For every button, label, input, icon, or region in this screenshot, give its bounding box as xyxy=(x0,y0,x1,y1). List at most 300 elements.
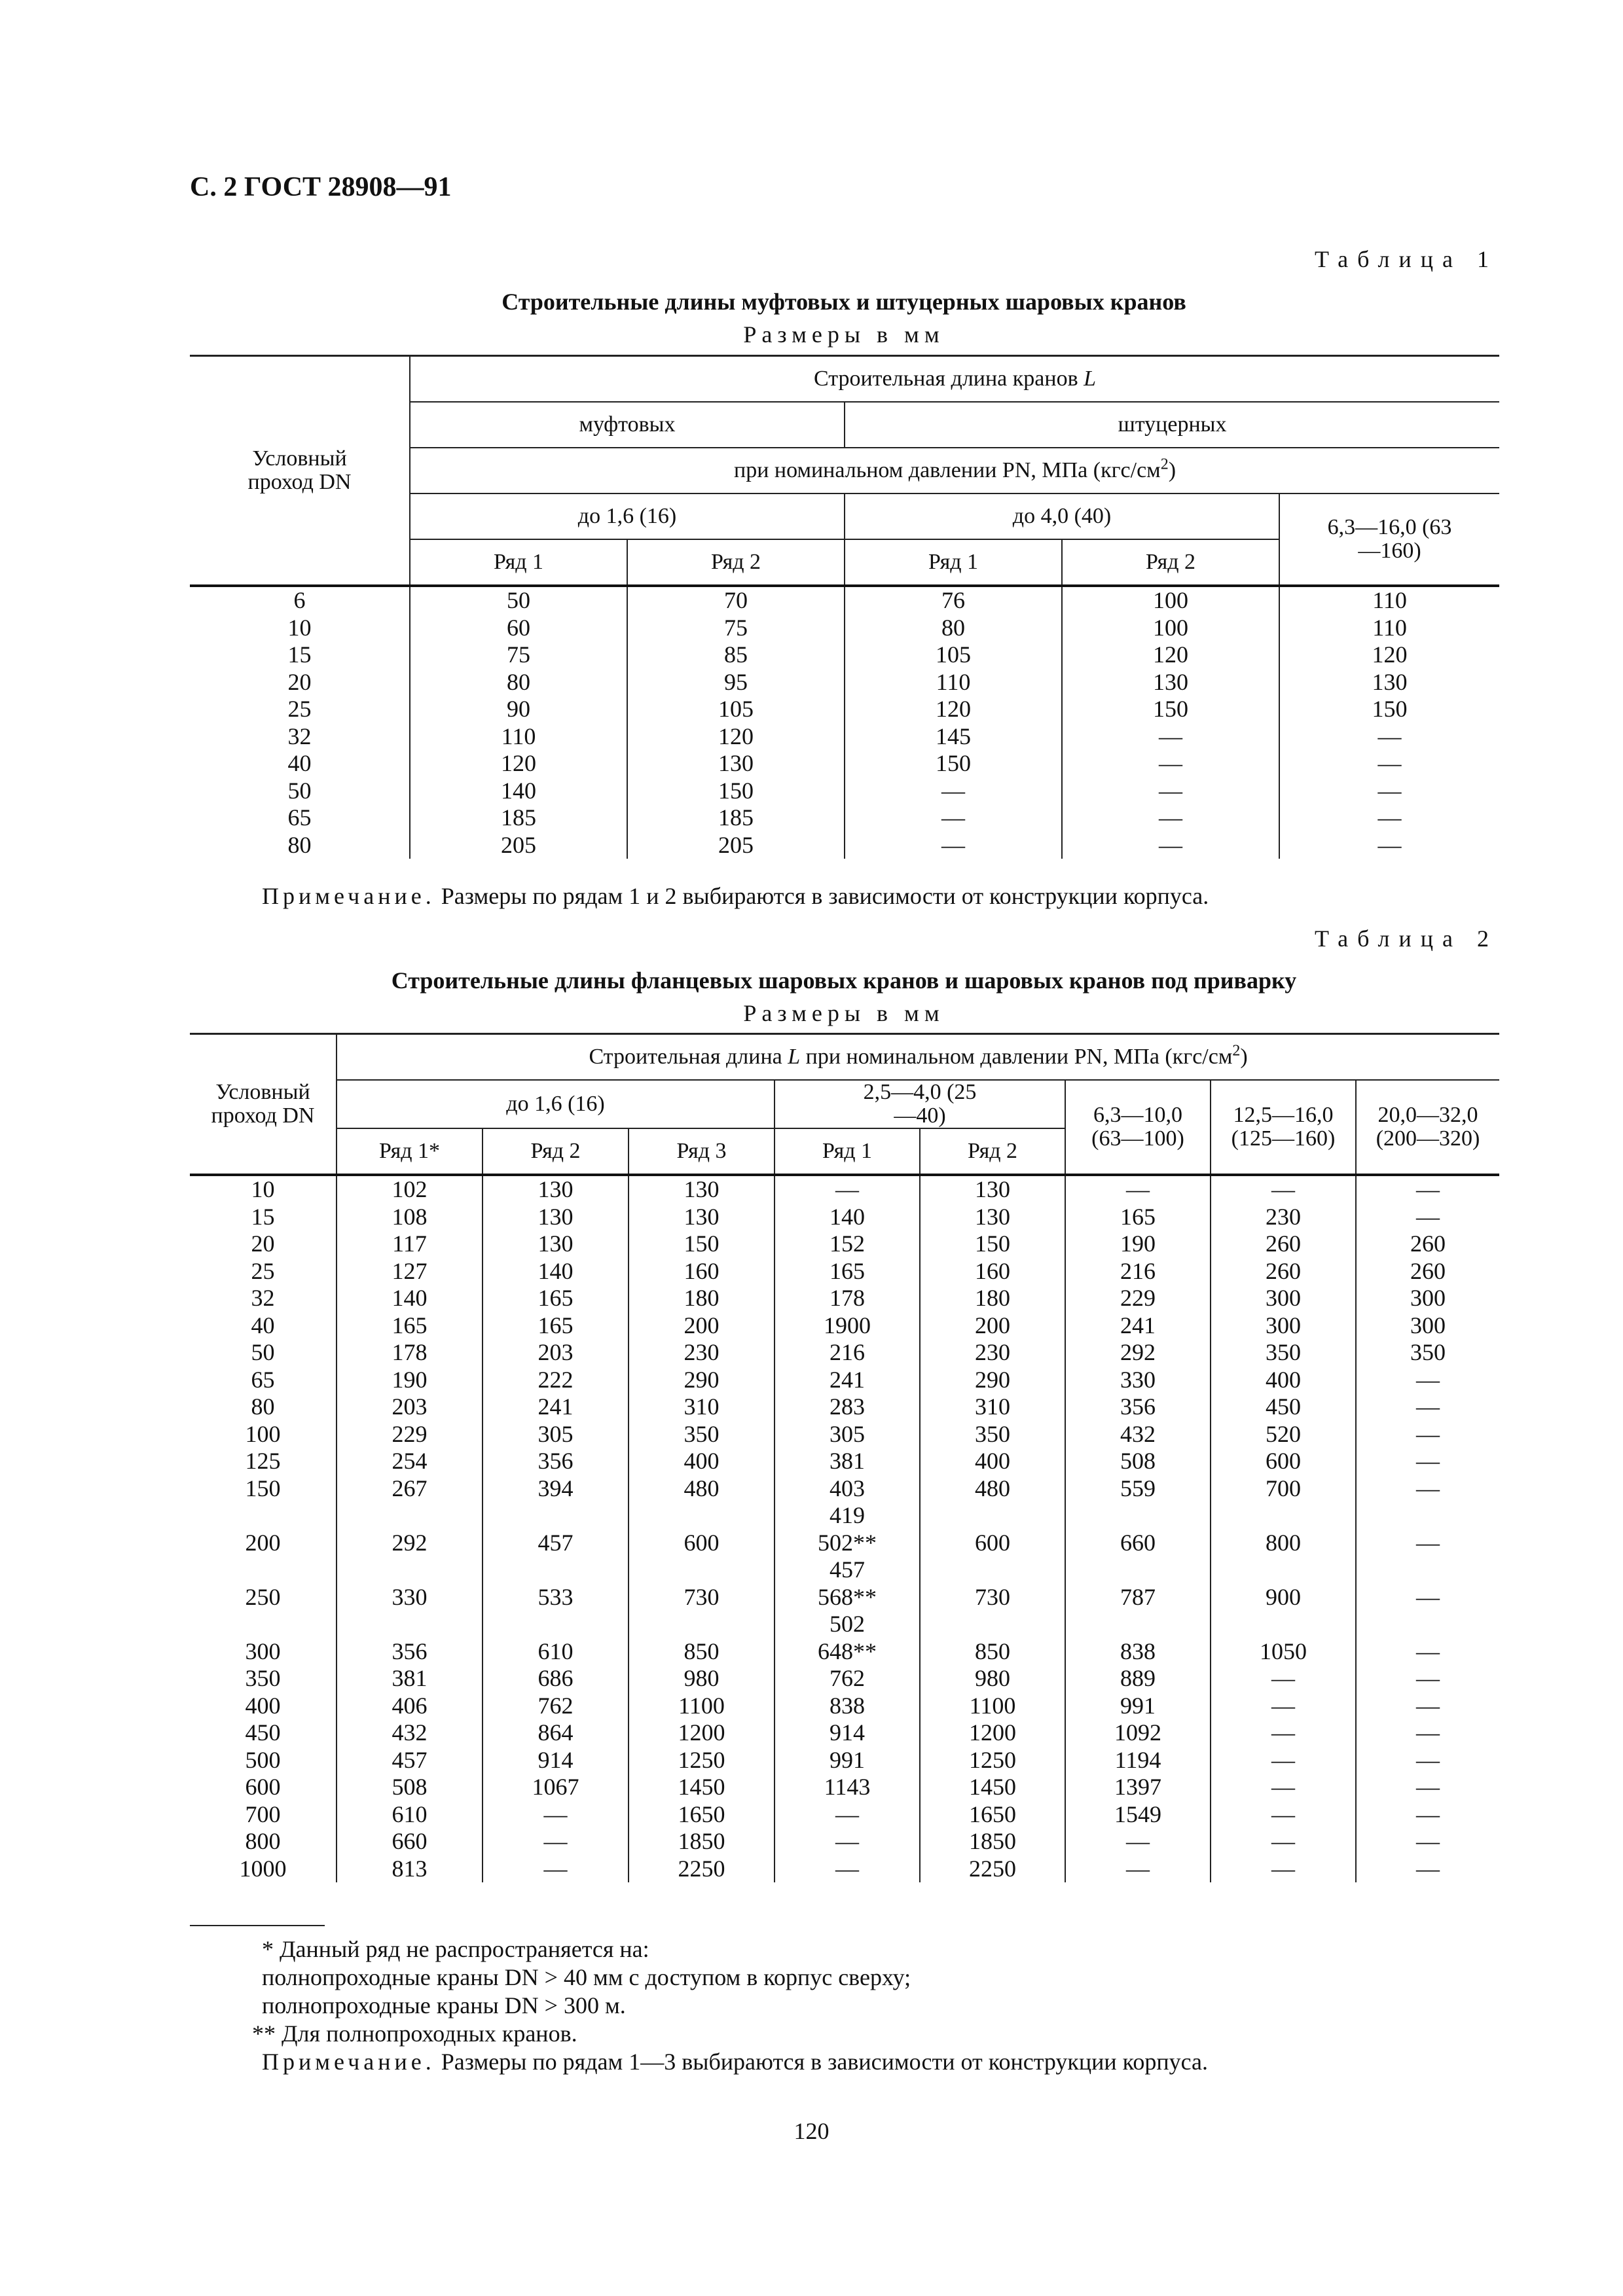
table2-cell: 165 xyxy=(1065,1204,1211,1231)
table1-row xyxy=(190,615,1499,642)
table2-cell: 432 xyxy=(337,1719,483,1747)
table2-cell xyxy=(629,1611,775,1638)
table2-cell: 222 xyxy=(483,1367,629,1394)
table2-row xyxy=(190,1611,1499,1638)
table1-cell: 105 xyxy=(845,641,1062,669)
table2-cell: — xyxy=(775,1175,920,1204)
table2-cell: 419 xyxy=(775,1502,920,1530)
table2-cell: 241 xyxy=(775,1367,920,1394)
table2-row xyxy=(190,1421,1499,1448)
table2-cell: 108 xyxy=(337,1204,483,1231)
table2-cell: 400 xyxy=(1211,1367,1356,1394)
table2-cell xyxy=(1065,1611,1211,1638)
table2-cell: 1067 xyxy=(483,1774,629,1801)
table1-cell: — xyxy=(1062,832,1279,859)
table2-cell: 127 xyxy=(337,1258,483,1285)
table2-cell: 290 xyxy=(920,1367,1065,1394)
table2-cell: 502** xyxy=(775,1530,920,1557)
table2-cell: — xyxy=(1065,1828,1211,1856)
table2-cell xyxy=(1065,1556,1211,1584)
table1-row xyxy=(190,832,1499,859)
table2-cell: — xyxy=(1356,1828,1499,1856)
table2-cell: — xyxy=(1211,1665,1356,1693)
table2-cell: 180 xyxy=(629,1285,775,1312)
table1-cell: 15 xyxy=(287,641,312,668)
table1-cell: 110 xyxy=(1279,586,1499,615)
table2-cell: 500 xyxy=(245,1746,281,1773)
table2-cell: 1850 xyxy=(629,1828,775,1856)
table1-cell: 90 xyxy=(410,696,627,723)
table1-cell: 20 xyxy=(287,668,312,695)
table1-cell: 25 xyxy=(287,696,312,722)
table1-cell: 140 xyxy=(410,778,627,805)
table2-cell: 140 xyxy=(337,1285,483,1312)
table2-cell: 40 xyxy=(251,1312,275,1338)
table2-cell: 250 xyxy=(245,1583,281,1610)
table1-cell: 150 xyxy=(845,750,1062,778)
table1-cell: 6 xyxy=(293,587,306,613)
table1-cell: 150 xyxy=(1062,696,1279,723)
table2-cell: — xyxy=(1356,1530,1499,1557)
table1-cell: 120 xyxy=(845,696,1062,723)
page-header: С. 2 ГОСТ 28908—91 xyxy=(190,172,452,202)
table2-cell: 356 xyxy=(483,1448,629,1475)
table1-caption: Таблица 1 xyxy=(1315,246,1498,272)
table2-cell xyxy=(483,1502,629,1530)
table2-cell: 65 xyxy=(251,1366,275,1393)
table2-row xyxy=(190,1175,1499,1204)
table2-cell: 300 xyxy=(1211,1285,1356,1312)
table2-cell: 229 xyxy=(337,1421,483,1448)
table2-cell: 200 xyxy=(629,1312,775,1340)
symbol-l: L xyxy=(1084,367,1097,391)
table2-cell: 290 xyxy=(629,1367,775,1394)
table2-cell: 310 xyxy=(920,1393,1065,1421)
table2-cell: 457 xyxy=(483,1530,629,1557)
table2-cell: — xyxy=(1065,1856,1211,1883)
table2-cell xyxy=(337,1611,483,1638)
table2-cell: — xyxy=(1356,1856,1499,1883)
t2-head-r3: Ряд 3 xyxy=(629,1128,775,1175)
t2-head-p2: 2,5—4,0 (25—40) xyxy=(775,1080,1065,1128)
table2-cell: 178 xyxy=(337,1339,483,1367)
table2-cell: 130 xyxy=(483,1204,629,1231)
table2-cell: — xyxy=(1211,1719,1356,1747)
table2-cell: 400 xyxy=(245,1692,281,1719)
t2-head-r2: Ряд 2 xyxy=(483,1128,629,1175)
table1-cell: 130 xyxy=(627,750,845,778)
t2-head-p1: до 1,6 (16) xyxy=(337,1080,775,1128)
table2-cell: 1850 xyxy=(920,1828,1065,1856)
table2-cell: — xyxy=(1211,1747,1356,1774)
table2-cell: 241 xyxy=(483,1393,629,1421)
table2-row xyxy=(190,1393,1499,1421)
table2-cell: 850 xyxy=(920,1638,1065,1666)
table2-cell: 20 xyxy=(251,1230,275,1257)
table2-cell: 700 xyxy=(1211,1475,1356,1503)
table2-cell: 813 xyxy=(337,1856,483,1883)
table1-cell: 32 xyxy=(287,723,312,749)
table1-cell: — xyxy=(1279,723,1499,751)
table2-cell: 305 xyxy=(775,1421,920,1448)
t1-head-p3: 6,3—16,0 (63—160) xyxy=(1279,493,1499,586)
table2-row xyxy=(190,1774,1499,1801)
table1-note-label: Примечание. xyxy=(262,883,435,909)
table1-cell: — xyxy=(1062,723,1279,751)
t1-head-p1: до 1,6 (16) xyxy=(410,493,845,539)
table2-cell: 648** xyxy=(775,1638,920,1666)
table2-cell: 457 xyxy=(775,1556,920,1584)
table1-cell: 100 xyxy=(1062,586,1279,615)
table2-cell: 450 xyxy=(245,1719,281,1746)
table1-cell: — xyxy=(1279,804,1499,832)
table1-cell: 110 xyxy=(1279,615,1499,642)
table2-cell: — xyxy=(1356,1448,1499,1475)
table2-cell: 400 xyxy=(920,1448,1065,1475)
table2-cell: 520 xyxy=(1211,1421,1356,1448)
table1-cell: — xyxy=(1279,832,1499,859)
table1-note xyxy=(262,882,1209,910)
table2-cell: — xyxy=(1356,1774,1499,1801)
table2-row xyxy=(190,1502,1499,1530)
table2-cell: 1100 xyxy=(920,1693,1065,1720)
table2-cell: 350 xyxy=(1356,1339,1499,1367)
table2-cell: — xyxy=(1356,1747,1499,1774)
table2-cell: 260 xyxy=(1356,1230,1499,1258)
table2-cell: 130 xyxy=(629,1204,775,1231)
table2-cell: 1250 xyxy=(629,1747,775,1774)
superscript: 2 xyxy=(1232,1042,1241,1060)
table1-units: Размеры в мм xyxy=(743,321,945,348)
table2-cell: 600 xyxy=(1211,1448,1356,1475)
table1-cell: 105 xyxy=(627,696,845,723)
table2-cell: 508 xyxy=(337,1774,483,1801)
table2-cell: 403 xyxy=(775,1475,920,1503)
table2-cell: 283 xyxy=(775,1393,920,1421)
table1-row xyxy=(190,723,1499,751)
footnote-2: ** Для полнопроходных кранов. xyxy=(252,2020,577,2047)
table2-cell: 292 xyxy=(1065,1339,1211,1367)
table1-cell: 70 xyxy=(627,586,845,615)
table1-cell: 130 xyxy=(1279,669,1499,696)
table1-cell: 100 xyxy=(1062,615,1279,642)
t2-head-length: Строительная длина L при номинальном давлении PN, МПа $(кгс/см^2)$ xyxy=(337,1034,1499,1081)
table2-cell: 838 xyxy=(775,1693,920,1720)
table2-row xyxy=(190,1584,1499,1611)
table2-cell: 356 xyxy=(1065,1393,1211,1421)
table2-cell: 230 xyxy=(1211,1204,1356,1231)
table2-cell: 216 xyxy=(1065,1258,1211,1285)
table1-cell: 50 xyxy=(410,586,627,615)
table1-cell: 40 xyxy=(287,750,312,776)
table1-row xyxy=(190,586,1499,615)
table1-cell: 76 xyxy=(845,586,1062,615)
table2-cell: 260 xyxy=(1211,1230,1356,1258)
table2-cell: 508 xyxy=(1065,1448,1211,1475)
table1-cell: 120 xyxy=(410,750,627,778)
table2-cell: 160 xyxy=(920,1258,1065,1285)
table2-cell: 165 xyxy=(483,1312,629,1340)
table2-cell: 300 xyxy=(1356,1285,1499,1312)
table2-cell: 10 xyxy=(251,1176,275,1202)
table2-cell: — xyxy=(1356,1204,1499,1231)
table2-cell: 130 xyxy=(629,1175,775,1204)
table2-cell: 480 xyxy=(920,1475,1065,1503)
table2-row xyxy=(190,1638,1499,1666)
table2-cell: — xyxy=(1065,1175,1211,1204)
table1-cell: 205 xyxy=(410,832,627,859)
table2-cell: — xyxy=(483,1828,629,1856)
table2-cell: 350 xyxy=(920,1421,1065,1448)
t2-head-p4: 12,5—16,0 (125—160) xyxy=(1211,1080,1356,1175)
table2-cell: 1650 xyxy=(920,1801,1065,1829)
table2-cell: 600 xyxy=(245,1774,281,1800)
table2-cell: 1100 xyxy=(629,1693,775,1720)
table2-cell xyxy=(920,1502,1065,1530)
table2-cell: 165 xyxy=(775,1258,920,1285)
table2-row xyxy=(190,1204,1499,1231)
table2-cell: — xyxy=(1356,1175,1499,1204)
table2-cell xyxy=(483,1556,629,1584)
t1-head-length: Строительная длина кранов L xyxy=(410,356,1499,403)
table2-units: Размеры в мм xyxy=(743,1000,945,1026)
table2-cell xyxy=(1356,1611,1499,1638)
table1-cell: 120 xyxy=(1279,641,1499,669)
table2-row xyxy=(190,1719,1499,1747)
table1-cell: 130 xyxy=(1062,669,1279,696)
table1-cell: 65 xyxy=(287,804,312,831)
table2-cell: 700 xyxy=(245,1801,281,1827)
table2-cell: 350 xyxy=(629,1421,775,1448)
table2-cell: 730 xyxy=(920,1584,1065,1611)
table2-cell: 180 xyxy=(920,1285,1065,1312)
table2-cell: 730 xyxy=(629,1584,775,1611)
t2-head-dn: Условный проход DN xyxy=(190,1034,337,1175)
table2-cell xyxy=(337,1502,483,1530)
table2-cell: 300 xyxy=(1211,1312,1356,1340)
table2-cell: 600 xyxy=(629,1530,775,1557)
table2-cell: 1450 xyxy=(629,1774,775,1801)
table2-cell: 980 xyxy=(629,1665,775,1693)
table2-cell xyxy=(1211,1611,1356,1638)
table1 xyxy=(190,355,1499,859)
table2-title: Строительные длины фланцевых шаровых кранов и шаровых кранов под приварку xyxy=(391,967,1297,994)
t2-head-p3: 6,3—10,0 (63—100) xyxy=(1065,1080,1211,1175)
table2-cell: 150 xyxy=(629,1230,775,1258)
table1-row xyxy=(190,669,1499,696)
table2-cell: — xyxy=(1211,1175,1356,1204)
table1-cell: 10 xyxy=(287,614,312,641)
table1-title: Строительные длины муфтовых и штуцерных шаровых кранов xyxy=(501,289,1186,315)
table1-cell: 185 xyxy=(627,804,845,832)
table2-cell: 660 xyxy=(337,1828,483,1856)
table2-cell: — xyxy=(1356,1584,1499,1611)
table2-cell: 130 xyxy=(920,1175,1065,1204)
table2-cell: 502 xyxy=(775,1611,920,1638)
table1-cell: 75 xyxy=(627,615,845,642)
table2-cell: — xyxy=(483,1801,629,1829)
table2-cell: 230 xyxy=(629,1339,775,1367)
table1-cell: — xyxy=(1279,750,1499,778)
table2-cell: 130 xyxy=(920,1204,1065,1231)
table2-cell: 864 xyxy=(483,1719,629,1747)
table2-cell: 140 xyxy=(775,1204,920,1231)
table2-cell: 80 xyxy=(251,1393,275,1420)
table2-row xyxy=(190,1258,1499,1285)
table1-row xyxy=(190,750,1499,778)
table2-row xyxy=(190,1828,1499,1856)
table1-cell: — xyxy=(1062,778,1279,805)
table2-cell: 610 xyxy=(483,1638,629,1666)
table2-cell: 230 xyxy=(920,1339,1065,1367)
table2-cell: — xyxy=(1356,1719,1499,1747)
table1-row xyxy=(190,804,1499,832)
table2-cell: 400 xyxy=(629,1448,775,1475)
table1-row xyxy=(190,696,1499,723)
t1-head-dn: Условный проход DN xyxy=(190,356,410,586)
table2-cell xyxy=(337,1556,483,1584)
table2-cell xyxy=(190,1502,337,1530)
t2-head-r1b: Ряд 1 xyxy=(775,1128,920,1175)
table2-cell: 381 xyxy=(775,1448,920,1475)
table2-row xyxy=(190,1448,1499,1475)
table2-row xyxy=(190,1339,1499,1367)
table2-cell: 559 xyxy=(1065,1475,1211,1503)
table2-cell: 350 xyxy=(1211,1339,1356,1367)
table2-cell: 100 xyxy=(245,1420,281,1447)
table2-cell: — xyxy=(1211,1856,1356,1883)
t1-head-pressure: при номинальном давлении PN, МПа $(кгс/см^2)$ xyxy=(410,448,1499,493)
table2-cell: 117 xyxy=(337,1230,483,1258)
table2-cell: — xyxy=(1356,1393,1499,1421)
table2-cell: 1900 xyxy=(775,1312,920,1340)
table2-cell: 165 xyxy=(337,1312,483,1340)
table2-cell: 838 xyxy=(1065,1638,1211,1666)
table1-cell: 80 xyxy=(287,831,312,858)
table2-cell: 203 xyxy=(483,1339,629,1367)
table2-row xyxy=(190,1530,1499,1557)
table2-cell: — xyxy=(1356,1801,1499,1829)
table2-cell: — xyxy=(1211,1828,1356,1856)
table2-cell: 356 xyxy=(337,1638,483,1666)
table2-cell: 1549 xyxy=(1065,1801,1211,1829)
table2-cell: 260 xyxy=(1211,1258,1356,1285)
superscript: 2 xyxy=(1160,456,1169,473)
table2-row xyxy=(190,1747,1499,1774)
table2-cell: 150 xyxy=(920,1230,1065,1258)
table1-cell: 150 xyxy=(627,778,845,805)
table2-caption: Таблица 2 xyxy=(1315,925,1498,952)
table2-cell: 2250 xyxy=(629,1856,775,1883)
table2-cell: — xyxy=(1356,1367,1499,1394)
table2-cell xyxy=(483,1611,629,1638)
t1-head-r2-p2: Ряд 2 xyxy=(1062,539,1279,586)
table1-cell: — xyxy=(1279,778,1499,805)
table2-cell: 203 xyxy=(337,1393,483,1421)
table2-cell: 568** xyxy=(775,1584,920,1611)
table2-cell: 130 xyxy=(483,1230,629,1258)
table2-cell: 152 xyxy=(775,1230,920,1258)
table2-row xyxy=(190,1230,1499,1258)
table2-row xyxy=(190,1475,1499,1503)
table2-cell: 600 xyxy=(920,1530,1065,1557)
table2-cell xyxy=(629,1502,775,1530)
table1-cell: 110 xyxy=(410,723,627,751)
table2-row xyxy=(190,1801,1499,1829)
table1-cell: 60 xyxy=(410,615,627,642)
table2-row xyxy=(190,1856,1499,1883)
table1-cell: 95 xyxy=(627,669,845,696)
table2-cell: 178 xyxy=(775,1285,920,1312)
table2-cell: 292 xyxy=(337,1530,483,1557)
table1-cell: 145 xyxy=(845,723,1062,751)
table1-row xyxy=(190,778,1499,805)
table1-cell: 120 xyxy=(1062,641,1279,669)
table1-cell: 205 xyxy=(627,832,845,859)
t1-head-p2: до 4,0 (40) xyxy=(845,493,1279,539)
table2-cell: 762 xyxy=(775,1665,920,1693)
table2-cell xyxy=(1356,1502,1499,1530)
table2-cell: 450 xyxy=(1211,1393,1356,1421)
table2-note xyxy=(262,2048,1208,2075)
table2-cell: — xyxy=(775,1828,920,1856)
table2-cell: 1092 xyxy=(1065,1719,1211,1747)
table2 xyxy=(190,1033,1499,1882)
table2-cell: 330 xyxy=(337,1584,483,1611)
table2-cell xyxy=(920,1611,1065,1638)
footnote-1b: полнопроходные краны DN > 300 м. xyxy=(262,1992,626,2018)
table2-cell: 160 xyxy=(629,1258,775,1285)
table2-cell: 1000 xyxy=(239,1855,287,1882)
table2-cell xyxy=(1065,1502,1211,1530)
table2-cell: 394 xyxy=(483,1475,629,1503)
table2-cell: 480 xyxy=(629,1475,775,1503)
page-number: 120 xyxy=(793,2118,830,2144)
table2-cell: — xyxy=(483,1856,629,1883)
table2-cell: 190 xyxy=(1065,1230,1211,1258)
table2-cell: 800 xyxy=(1211,1530,1356,1557)
t2-head-r1: Ряд 1* xyxy=(337,1128,483,1175)
table1-cell: 80 xyxy=(410,669,627,696)
table2-cell xyxy=(1356,1556,1499,1584)
table1-cell: 50 xyxy=(287,777,312,804)
table2-cell: — xyxy=(1211,1801,1356,1829)
table2-cell: — xyxy=(775,1856,920,1883)
table2-cell xyxy=(1211,1502,1356,1530)
table2-row xyxy=(190,1556,1499,1584)
footnote-separator xyxy=(190,1925,325,1926)
table2-cell: 140 xyxy=(483,1258,629,1285)
table2-cell: 1200 xyxy=(920,1719,1065,1747)
table2-cell xyxy=(1211,1556,1356,1584)
table2-cell: 300 xyxy=(245,1638,281,1664)
t1-head-r1-p2: Ряд 1 xyxy=(845,539,1062,586)
table1-cell: 85 xyxy=(627,641,845,669)
table2-cell: 1450 xyxy=(920,1774,1065,1801)
table2-cell: 200 xyxy=(245,1529,281,1556)
table2-cell: 165 xyxy=(483,1285,629,1312)
table2-cell xyxy=(190,1556,337,1584)
table2-cell: 229 xyxy=(1065,1285,1211,1312)
t1-head-r1: Ряд 1 xyxy=(410,539,627,586)
table2-cell: — xyxy=(1356,1693,1499,1720)
table2-cell: 457 xyxy=(337,1747,483,1774)
table2-cell: 406 xyxy=(337,1693,483,1720)
table2-cell: 1143 xyxy=(775,1774,920,1801)
table2-note-text: Размеры по рядам 1—3 выбираются в зависимости от конструкции корпуса. xyxy=(435,2049,1208,2075)
table1-cell: — xyxy=(1062,804,1279,832)
table2-cell: 254 xyxy=(337,1448,483,1475)
